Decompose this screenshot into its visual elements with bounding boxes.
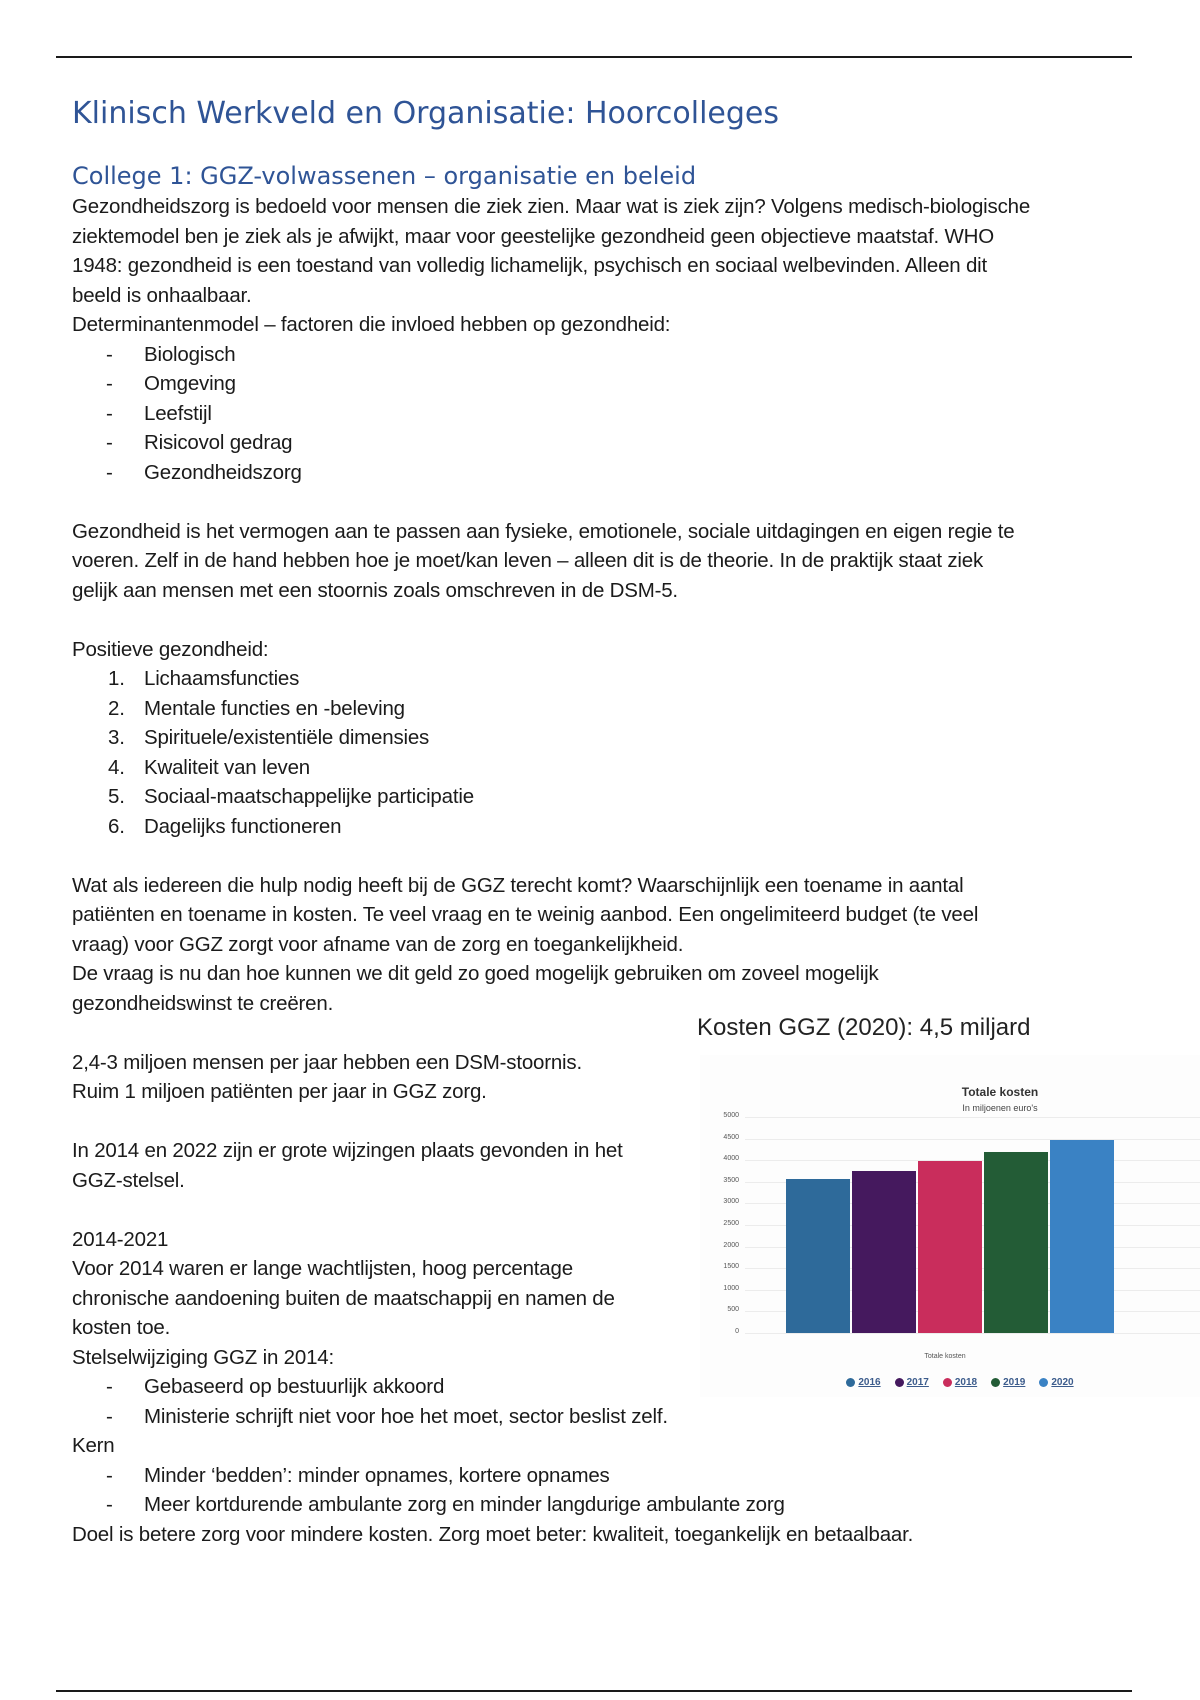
text-line: In 2014 en 2022 zijn er grote wijzingen plaats gevonden in het: [72, 1139, 623, 1162]
chart-gridline: [745, 1117, 1200, 1118]
legend-label: 2018: [954, 1377, 978, 1388]
chart-subtitle: In miljoenen euro's: [962, 1103, 1038, 1113]
chart-y-tick: 4500: [723, 1133, 739, 1141]
dash-bullet-icon: -: [106, 1375, 113, 1398]
stelsel-intro: Stelselwijziging GGZ in 2014:: [72, 1345, 334, 1369]
text-line: Wat als iedereen die hulp nodig heeft bij de GGZ terecht komt? Waarschijnlijk een toename in aantal: [72, 873, 964, 897]
legend-item-2016[interactable]: [846, 1377, 880, 1388]
text-line: Gezondheid is het vermogen aan te passen aan fysieke, emotionele, sociale uitdagingen en eigen regie te: [72, 519, 1015, 543]
text-line: kosten toe.: [72, 1316, 171, 1339]
chart-y-tick: 3500: [723, 1176, 739, 1184]
list-item: 6. Dagelijks functioneren: [108, 814, 342, 838]
text-line: Ruim 1 miljoen patiënten per jaar in GGZ zorg.: [72, 1080, 487, 1103]
chart-y-tick: 5000: [723, 1112, 739, 1119]
intro-paragraph: [72, 192, 1122, 310]
list-item: - Omgeving: [72, 369, 1122, 399]
chart-y-tick: 4000: [723, 1155, 739, 1163]
text-line: De vraag is nu dan hoe kunnen we dit geld zo goed mogelijk gebruiken om zoveel mogelijk: [72, 962, 879, 985]
list-item: 5. Sociaal-maatschappelijke participatie: [108, 785, 474, 808]
text-line: patiënten en toename in kosten. Te veel vraag en te weinig aanbod. Een ongelimiteerd budget (te veel: [72, 903, 979, 926]
list-item: 2. Mentale functies en -beleving: [108, 696, 405, 720]
chart-gridline: [745, 1333, 1200, 1334]
legend-label: 2017: [906, 1377, 929, 1388]
doel-line: Doel is betere zorg voor mindere kosten. Zorg moet beter: kwaliteit, toegankelijk en betaalbaar.: [72, 1522, 914, 1546]
chart-y-tick: 1000: [723, 1284, 739, 1292]
text-line: beeld is onhaalbaar.: [72, 283, 252, 307]
chart-y-tick: 2500: [723, 1220, 739, 1227]
legend-item-2018[interactable]: [943, 1377, 977, 1388]
legend-label: 2020: [1051, 1377, 1074, 1388]
cost-chart: [700, 1055, 1200, 1397]
chart-gridline: [745, 1139, 1200, 1140]
list-item: - Risicovol gedrag: [72, 428, 1122, 458]
chart-x-axis-label: Totale kosten: [924, 1353, 966, 1360]
legend-dot-icon: [895, 1378, 904, 1387]
spacer: [72, 605, 1122, 635]
positieve-list: [72, 664, 1122, 841]
chart-y-tick: 2000: [723, 1241, 739, 1249]
text-line: Voor 2014 waren er lange wachtlijsten, hoog percentage: [72, 1257, 573, 1280]
text-line: chronische aandoening buiten de maatschappij en namen de: [72, 1286, 615, 1310]
dash-bullet-icon: -: [106, 1493, 113, 1516]
legend-label: 2019: [1003, 1377, 1026, 1388]
document-title: Klinisch Werkveld en Organisatie: Hoorcolleges: [72, 96, 780, 131]
kern-label: Kern: [72, 1434, 115, 1457]
list-item: 4. Kwaliteit van leven: [108, 755, 310, 779]
footer-rule: [56, 1690, 1132, 1692]
legend-label: 2016: [858, 1377, 881, 1388]
text-line: ziektemodel ben je ziek als je afwijkt, maar voor geestelijke gezondheid geen objectieve maatstaf. WHO: [72, 224, 994, 248]
list-item: - Leefstijl: [72, 399, 1122, 429]
text-line: Gezondheidszorg is bedoeld voor mensen die ziek zien. Maar wat is ziek zijn? Volgens medisch-biologische: [72, 195, 1031, 218]
list-item: - Minder ‘bedden’: minder opnames, kortere opnames: [72, 1461, 1122, 1491]
stats-paragraph: [72, 1048, 692, 1107]
determinanten-list: [72, 340, 1122, 488]
period-label: 2014-2021: [72, 1227, 169, 1251]
wat-als-paragraph: [72, 871, 1122, 1019]
positieve-intro: Positieve gezondheid:: [72, 637, 269, 661]
text-line: GGZ-stelsel.: [72, 1168, 185, 1192]
text-line: gezondheidswinst te creëren.: [72, 991, 334, 1015]
text-line: vraag) voor GGZ zorgt voor afname van de zorg en toegankelijkheid.: [72, 932, 684, 956]
chart-bar-2019: [984, 1152, 1048, 1333]
chart-y-tick: 1500: [723, 1263, 739, 1271]
chart-legend: [660, 1377, 1200, 1388]
text-line: 1948: gezondheid is een toestand van volledig lichamelijk, psychisch en sociaal welbevinden. Alleen dit: [72, 254, 988, 277]
dash-bullet-icon: -: [106, 460, 113, 484]
legend-item-2017[interactable]: [895, 1377, 929, 1388]
chart-bar-2020: [1050, 1140, 1114, 1333]
list-item: - Gebaseerd op bestuurlijk akkoord: [72, 1372, 1122, 1402]
dash-bullet-icon: -: [106, 1463, 113, 1487]
chart-y-tick: 500: [727, 1306, 739, 1314]
chart-y-tick: 3000: [723, 1198, 739, 1206]
list-item: - Biologisch: [72, 340, 1122, 370]
spacer: [72, 841, 1122, 871]
chart-title: Totale kosten: [961, 1085, 1039, 1099]
legend-item-2020[interactable]: [1039, 1377, 1073, 1388]
dash-bullet-icon: -: [106, 401, 113, 425]
dash-bullet-icon: -: [106, 1404, 113, 1428]
chart-y-tick: 0: [735, 1328, 739, 1335]
list-item: - Meer kortdurende ambulante zorg en minder langdurige ambulante zorg: [72, 1490, 1122, 1520]
list-item: - Ministerie schrijft niet voor hoe het moet, sector beslist zelf.: [72, 1402, 1122, 1432]
voor-2014-paragraph: [72, 1254, 692, 1343]
legend-item-2019[interactable]: [991, 1377, 1025, 1388]
legend-dot-icon: [846, 1378, 855, 1387]
dash-bullet-icon: -: [106, 372, 113, 395]
list-item: 3. Spirituele/existentiële dimensies: [108, 726, 430, 749]
list-item: - Gezondheidszorg: [72, 458, 1122, 488]
kern-list: [72, 1461, 1122, 1520]
legend-dot-icon: [991, 1378, 1000, 1387]
legend-dot-icon: [1039, 1378, 1048, 1387]
list-item: 1. Lichaamsfuncties: [108, 667, 300, 690]
text-line: 2,4-3 miljoen mensen per jaar hebben een DSM-stoornis.: [72, 1050, 582, 1074]
wijzigingen-paragraph: [72, 1136, 692, 1195]
spacer: [72, 487, 1122, 517]
chart-bar-2017: [852, 1171, 916, 1333]
section-heading: College 1: GGZ-volwassenen – organisatie en beleid: [72, 162, 697, 190]
text-line: gelijk aan mensen met een stoornis zoals omschreven in de DSM-5.: [72, 578, 678, 602]
header-rule: [56, 56, 1132, 58]
gezondheid-paragraph: [72, 517, 1122, 606]
dash-bullet-icon: -: [106, 431, 113, 454]
figure-heading: Kosten GGZ (2020): 4,5 miljard: [697, 1014, 1031, 1041]
chart-bar-2016: [786, 1179, 850, 1333]
text-line: voeren. Zelf in de hand hebben hoe je moet/kan leven – alleen dit is de theorie. In de praktijk staat ziek: [72, 549, 983, 572]
legend-dot-icon: [943, 1378, 952, 1387]
chart-bar-2018: [918, 1161, 982, 1333]
dash-bullet-icon: -: [106, 342, 113, 366]
determinanten-intro: Determinantenmodel – factoren die invloed hebben op gezondheid:: [72, 313, 671, 336]
